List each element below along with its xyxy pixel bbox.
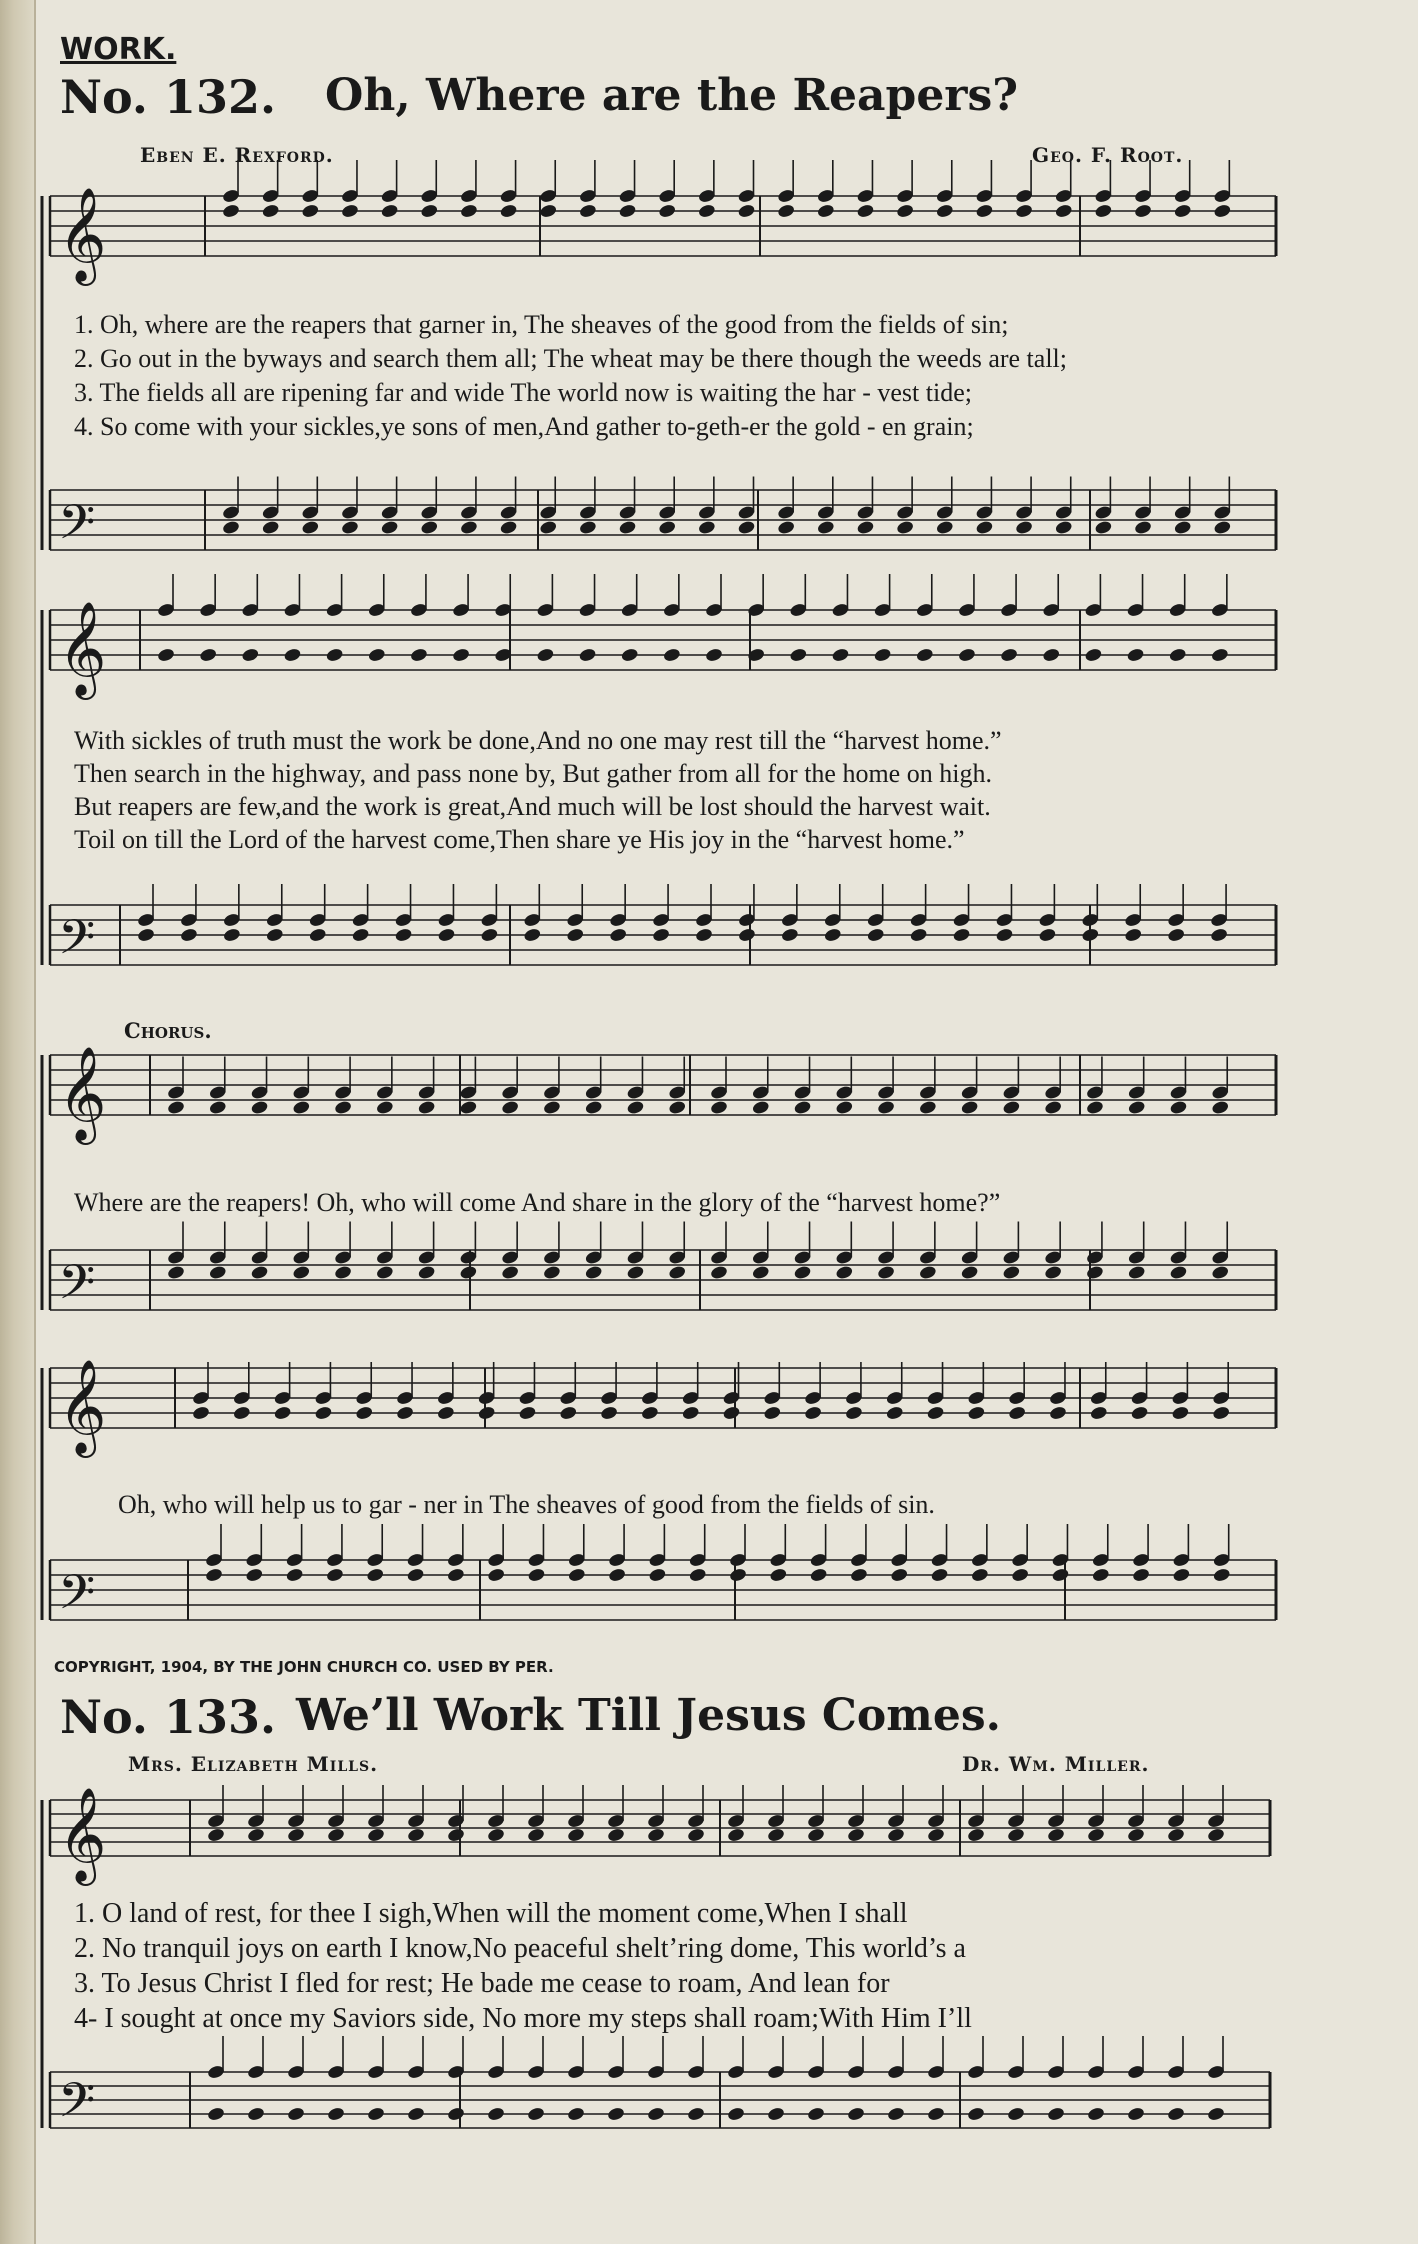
note-head	[926, 1405, 945, 1421]
note-head	[668, 1100, 687, 1116]
note-head	[831, 647, 850, 663]
note-head	[1167, 2106, 1186, 2122]
note-head	[499, 520, 518, 536]
note-head	[1213, 520, 1232, 536]
note-head	[1168, 647, 1187, 663]
note-head	[1173, 203, 1192, 219]
verse-line: 1. Oh, where are the reapers that garner in, The sheaves of the good from the fields of sin;	[74, 310, 1009, 339]
note-head	[850, 1567, 869, 1583]
note-head	[437, 927, 456, 943]
note-head	[1094, 203, 1113, 219]
note-head	[918, 1265, 937, 1281]
note-head	[241, 647, 260, 663]
hymn-132-number: No. 132.	[60, 70, 276, 124]
note-head	[1002, 1100, 1021, 1116]
note-head	[167, 1100, 186, 1116]
copyright-notice: COPYRIGHT, 1904, BY THE JOHN CHURCH CO. USED BY PER.	[54, 1658, 554, 1676]
note-head	[261, 203, 280, 219]
note-head	[847, 1827, 866, 1843]
verse-line: 1. O land of rest, for thee I sigh,When will the moment come,When I shall	[74, 1898, 908, 1929]
note-head	[501, 1265, 520, 1281]
note-head	[447, 2106, 466, 2122]
note-head	[688, 1567, 707, 1583]
note-head	[816, 203, 835, 219]
note-head	[652, 927, 671, 943]
note-head	[967, 1827, 986, 1843]
note-head	[896, 520, 915, 536]
note-head	[1038, 927, 1057, 943]
note-head	[809, 1567, 828, 1583]
note-head	[326, 1567, 345, 1583]
note-head	[1084, 647, 1103, 663]
note-head	[885, 1405, 904, 1421]
note-head	[265, 927, 284, 943]
treble-clef-icon: 𝄞	[58, 1359, 107, 1454]
note-head	[816, 520, 835, 536]
note-head	[499, 203, 518, 219]
note-head	[394, 927, 413, 943]
note-head	[681, 1405, 700, 1421]
note-head	[952, 927, 971, 943]
note-head	[687, 1827, 706, 1843]
note-head	[1087, 1827, 1106, 1843]
note-head	[767, 1827, 786, 1843]
note-head	[1213, 203, 1232, 219]
treble-clef-icon: 𝄞	[58, 601, 107, 696]
note-head	[436, 1405, 455, 1421]
note-head	[1211, 1265, 1230, 1281]
verse-line: 2. Go out in the byways and search them all; The wheat may be there though the weeds are tall;	[74, 344, 1067, 373]
note-head	[287, 1827, 306, 1843]
note-head	[873, 647, 892, 663]
note-head	[523, 927, 542, 943]
note-head	[1089, 1405, 1108, 1421]
note-head	[1169, 1265, 1188, 1281]
chorus-line: Where are the reapers! Oh, who will come And share in the glory of the “harvest home?”	[74, 1188, 1001, 1217]
note-head	[301, 520, 320, 536]
note-head	[487, 1567, 506, 1583]
note-head	[578, 647, 597, 663]
note-head	[647, 1827, 666, 1843]
note-head	[967, 2106, 986, 2122]
note-head	[793, 1100, 812, 1116]
note-head	[1094, 520, 1113, 536]
note-head	[527, 1567, 546, 1583]
verse-line: 2. No tranquil joys on earth I know,No peaceful shelt’ring dome, This world’s a	[74, 1933, 966, 1964]
note-head	[935, 203, 954, 219]
note-head	[1210, 647, 1229, 663]
note-head	[647, 2106, 666, 2122]
note-head	[1134, 203, 1153, 219]
note-head	[584, 1265, 603, 1281]
note-head	[975, 520, 994, 536]
note-head	[351, 927, 370, 943]
chorus-label: Chorus.	[124, 1018, 212, 1043]
note-head	[1015, 203, 1034, 219]
note-head	[205, 1567, 224, 1583]
note-head	[247, 1827, 266, 1843]
note-head	[137, 927, 156, 943]
note-head	[1086, 1265, 1105, 1281]
note-head	[1207, 1827, 1226, 1843]
note-head	[406, 1567, 425, 1583]
note-head	[578, 520, 597, 536]
note-head	[567, 1827, 586, 1843]
note-head	[341, 203, 360, 219]
note-head	[407, 2106, 426, 2122]
treble-clef-icon: 𝄞	[58, 1787, 107, 1882]
hymn-132-lyricist: Eben E. Rexford.	[140, 143, 334, 167]
bass-clef-icon: 𝄢	[58, 1254, 96, 1322]
note-head	[1054, 520, 1073, 536]
note-head	[584, 1100, 603, 1116]
note-head	[375, 1100, 394, 1116]
note-head	[222, 927, 241, 943]
note-head	[918, 1100, 937, 1116]
bass-clef-icon: 𝄢	[58, 2072, 96, 2140]
note-head	[487, 2106, 506, 2122]
note-head	[695, 927, 714, 943]
note-head	[1134, 520, 1153, 536]
note-head	[287, 2106, 306, 2122]
note-head	[543, 1100, 562, 1116]
note-head	[807, 1827, 826, 1843]
note-head	[199, 647, 218, 663]
note-head	[1173, 520, 1192, 536]
note-head	[1169, 1100, 1188, 1116]
note-head	[697, 203, 716, 219]
note-head	[222, 520, 241, 536]
treble-clef-icon: 𝄞	[58, 1046, 107, 1141]
hymn-133-composer: Dr. Wm. Miller.	[962, 1752, 1150, 1776]
note-head	[1207, 2106, 1226, 2122]
note-head	[447, 1827, 466, 1843]
note-head	[915, 647, 934, 663]
note-head	[1054, 203, 1073, 219]
note-head	[958, 647, 977, 663]
hymn-133-number: No. 133.	[60, 1690, 276, 1744]
note-head	[710, 1100, 729, 1116]
note-head	[1044, 1265, 1063, 1281]
note-head	[487, 1827, 506, 1843]
note-head	[751, 1100, 770, 1116]
note-head	[417, 1100, 436, 1116]
note-head	[167, 1265, 186, 1281]
note-head	[250, 1265, 269, 1281]
note-head	[847, 2106, 866, 2122]
note-head	[780, 927, 799, 943]
note-head	[232, 1405, 251, 1421]
note-head	[1124, 927, 1143, 943]
note-head	[285, 1567, 304, 1583]
note-head	[777, 203, 796, 219]
note-head	[527, 1827, 546, 1843]
note-head	[341, 520, 360, 536]
note-head	[261, 520, 280, 536]
note-head	[927, 1827, 946, 1843]
hymn-133-title: We’ll Work Till Jesus Comes.	[296, 1690, 1001, 1741]
verse-line: Toil on till the Lord of the harvest come,Then share ye His joy in the “harvest home.”	[74, 825, 965, 854]
verse-line: Then search in the highway, and pass none by, But gather from all for the home on high.	[74, 759, 992, 788]
section-heading: WORK.	[60, 32, 177, 67]
note-head	[459, 1265, 478, 1281]
note-head	[793, 1265, 812, 1281]
note-head	[662, 647, 681, 663]
note-head	[658, 520, 677, 536]
treble-clef-icon: 𝄞	[58, 187, 107, 282]
note-head	[327, 2106, 346, 2122]
note-head	[626, 1100, 645, 1116]
note-head	[1132, 1567, 1151, 1583]
note-head	[273, 1405, 292, 1421]
note-head	[567, 1567, 586, 1583]
note-head	[407, 1827, 426, 1843]
note-head	[1002, 1265, 1021, 1281]
note-head	[960, 1100, 979, 1116]
note-head	[856, 520, 875, 536]
note-head	[292, 1100, 311, 1116]
note-head	[460, 520, 479, 536]
note-head	[566, 927, 585, 943]
note-head	[518, 1405, 537, 1421]
note-head	[180, 927, 199, 943]
note-head	[480, 927, 499, 943]
note-head	[1171, 1405, 1190, 1421]
note-head	[1172, 1567, 1191, 1583]
note-head	[738, 927, 757, 943]
note-head	[1126, 647, 1145, 663]
hymn-132-title: Oh, Where are the Reapers?	[325, 70, 1019, 121]
note-head	[722, 1405, 741, 1421]
note-head	[1091, 1567, 1110, 1583]
note-head	[607, 2106, 626, 2122]
note-head	[1081, 927, 1100, 943]
note-head	[967, 1405, 986, 1421]
note-head	[856, 203, 875, 219]
note-head	[618, 520, 637, 536]
note-head	[543, 1265, 562, 1281]
note-head	[890, 1567, 909, 1583]
note-head	[877, 1100, 896, 1116]
note-head	[559, 1405, 578, 1421]
note-head	[366, 1567, 385, 1583]
note-head	[609, 927, 628, 943]
verse-line: 4. So come with your sickles,ye sons of men,And gather to-geth-er the gold - en grain;	[74, 412, 974, 441]
note-head	[308, 927, 327, 943]
hymn-133-lyricist: Mrs. Elizabeth Mills.	[128, 1752, 379, 1776]
note-head	[789, 647, 808, 663]
note-head	[1047, 1827, 1066, 1843]
note-head	[208, 1100, 227, 1116]
note-head	[751, 1265, 770, 1281]
note-head	[710, 1265, 729, 1281]
note-head	[1086, 1100, 1105, 1116]
note-head	[207, 2106, 226, 2122]
note-head	[1008, 1405, 1027, 1421]
note-head	[975, 203, 994, 219]
note-head	[460, 203, 479, 219]
note-head	[501, 1100, 520, 1116]
note-head	[527, 2106, 546, 2122]
chorus-line: Oh, who will help us to gar - ner in The sheaves of good from the fields of sin.	[118, 1490, 935, 1519]
note-head	[1007, 1827, 1026, 1843]
note-head	[608, 1567, 627, 1583]
note-head	[1212, 1567, 1231, 1583]
note-head	[192, 1405, 211, 1421]
note-head	[866, 927, 885, 943]
note-head	[626, 1265, 645, 1281]
bass-clef-icon: 𝄢	[58, 1564, 96, 1632]
note-head	[1000, 647, 1019, 663]
note-head	[1127, 2106, 1146, 2122]
note-head	[539, 520, 558, 536]
note-head	[1127, 1100, 1146, 1116]
note-head	[245, 1567, 264, 1583]
note-head	[804, 1405, 823, 1421]
note-head	[578, 203, 597, 219]
note-head	[1007, 2106, 1026, 2122]
note-head	[380, 203, 399, 219]
note-head	[325, 647, 344, 663]
note-head	[327, 1827, 346, 1843]
note-head	[567, 2106, 586, 2122]
note-head	[247, 2106, 266, 2122]
note-head	[737, 203, 756, 219]
note-head	[970, 1567, 989, 1583]
verse-line: 3. The fields all are ripening far and wide The world now is waiting the har - vest tide;	[74, 378, 972, 407]
note-head	[446, 1567, 465, 1583]
bass-clef-icon: 𝄢	[58, 494, 96, 562]
verse-line: 4- I sought at once my Saviors side, No more my steps shall roam;With Him I’ll	[74, 2003, 972, 2034]
note-head	[835, 1100, 854, 1116]
note-head	[1049, 1405, 1068, 1421]
note-head	[1047, 2106, 1066, 2122]
note-head	[1087, 2106, 1106, 2122]
hymn-132-composer: Geo. F. Root.	[1032, 143, 1184, 167]
note-head	[477, 1405, 496, 1421]
note-head	[367, 2106, 386, 2122]
note-head	[301, 203, 320, 219]
note-head	[1015, 520, 1034, 536]
note-head	[607, 1827, 626, 1843]
note-head	[727, 1827, 746, 1843]
note-head	[648, 1567, 667, 1583]
note-head	[835, 1265, 854, 1281]
note-head	[334, 1100, 353, 1116]
note-head	[157, 647, 176, 663]
note-head	[737, 520, 756, 536]
note-head	[600, 1405, 619, 1421]
note-head	[536, 647, 555, 663]
note-head	[769, 1567, 788, 1583]
bass-clef-icon: 𝄢	[58, 909, 96, 977]
note-head	[620, 647, 639, 663]
verse-line: With sickles of truth must the work be done,And no one may rest till the “harvest home.”	[74, 726, 1002, 755]
note-head	[367, 1827, 386, 1843]
note-head	[380, 520, 399, 536]
note-head	[658, 203, 677, 219]
note-head	[1167, 1827, 1186, 1843]
note-head	[1211, 1100, 1230, 1116]
note-head	[697, 520, 716, 536]
note-head	[208, 1265, 227, 1281]
note-head	[668, 1265, 687, 1281]
note-head	[367, 647, 386, 663]
note-head	[1011, 1567, 1030, 1583]
note-head	[935, 520, 954, 536]
note-head	[1212, 1405, 1231, 1421]
note-head	[1130, 1405, 1149, 1421]
note-head	[375, 1265, 394, 1281]
note-head	[314, 1405, 333, 1421]
note-head	[250, 1100, 269, 1116]
note-head	[705, 647, 724, 663]
note-head	[687, 2106, 706, 2122]
note-head	[292, 1265, 311, 1281]
note-head	[640, 1405, 659, 1421]
note-head	[807, 2106, 826, 2122]
note-head	[1167, 927, 1186, 943]
note-head	[845, 1405, 864, 1421]
note-head	[539, 203, 558, 219]
note-head	[729, 1567, 748, 1583]
note-head	[887, 1827, 906, 1843]
note-head	[777, 520, 796, 536]
note-head	[896, 203, 915, 219]
note-head	[355, 1405, 374, 1421]
note-head	[960, 1265, 979, 1281]
note-head	[459, 1100, 478, 1116]
note-head	[396, 1405, 415, 1421]
note-head	[767, 2106, 786, 2122]
note-head	[207, 1827, 226, 1843]
note-head	[452, 647, 471, 663]
note-head	[1210, 927, 1229, 943]
note-head	[1042, 647, 1061, 663]
note-head	[417, 1265, 436, 1281]
note-head	[909, 927, 928, 943]
note-head	[927, 2106, 946, 2122]
note-head	[618, 203, 637, 219]
note-head	[1127, 1827, 1146, 1843]
note-head	[877, 1265, 896, 1281]
note-head	[727, 2106, 746, 2122]
note-head	[887, 2106, 906, 2122]
note-head	[222, 203, 241, 219]
note-head	[283, 647, 302, 663]
verse-line: But reapers are few,and the work is great,And much will be lost should the harvest wait.	[74, 792, 991, 821]
verse-line: 3. To Jesus Christ I fled for rest; He bade me cease to roam, And lean for	[74, 1968, 890, 1999]
note-head	[334, 1265, 353, 1281]
note-head	[930, 1567, 949, 1583]
note-head	[420, 203, 439, 219]
note-head	[1044, 1100, 1063, 1116]
note-head	[420, 520, 439, 536]
note-head	[1051, 1567, 1070, 1583]
note-head	[1127, 1265, 1146, 1281]
note-head	[410, 647, 429, 663]
note-head	[995, 927, 1014, 943]
note-head	[763, 1405, 782, 1421]
note-head	[823, 927, 842, 943]
